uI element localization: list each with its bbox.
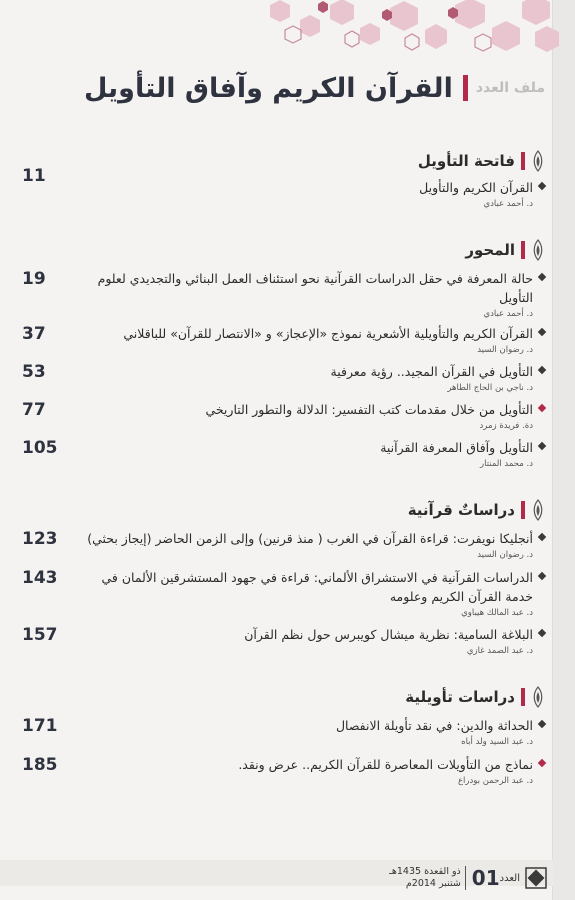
page-title: القرآن الكريم وآفاق التأويل <box>83 72 453 104</box>
toc-entry[interactable] <box>22 716 547 749</box>
section-header <box>20 237 547 263</box>
toc-entry[interactable] <box>22 568 547 620</box>
bullet-icon <box>538 720 546 728</box>
issue-label: العدد <box>499 872 520 884</box>
gregorian-date: شتنبر 2014م <box>405 878 461 889</box>
entry-author: د. رضوان السيد <box>477 550 533 560</box>
entry-author: دة. فريدة زمرد <box>479 421 533 431</box>
toc-entry[interactable] <box>22 755 547 788</box>
toc-section <box>20 497 547 658</box>
toc-entry[interactable] <box>22 400 547 433</box>
entry-page-number: 19 <box>22 269 46 289</box>
entry-page-number: 53 <box>22 362 46 382</box>
journal-logo-icon <box>525 867 547 889</box>
issue-file-label: ملف العدد <box>475 80 545 96</box>
entry-author: د. أحمد عبادي <box>483 199 533 209</box>
section-header <box>20 148 547 174</box>
issue-number: 01 <box>471 866 500 890</box>
section-ornament-icon <box>529 686 547 708</box>
title-accent-bar <box>463 75 468 101</box>
bullet-icon <box>538 273 546 281</box>
page-header <box>40 68 545 108</box>
bullet-icon <box>538 572 546 580</box>
page-footer <box>0 852 553 900</box>
toc-section <box>20 148 547 211</box>
section-ornament-icon <box>529 499 547 521</box>
section-accent-bar <box>521 688 525 706</box>
hexagon-pattern-decoration <box>260 0 560 60</box>
entry-page-number: 171 <box>22 716 58 736</box>
entry-title: التأويل من خلال مقدمات كتب التفسير: الدلالة والتطور التاريخي <box>205 402 533 417</box>
bullet-icon <box>538 442 546 450</box>
toc-section <box>20 237 547 471</box>
section-ornament-icon <box>529 150 547 172</box>
entry-author: د. محمد المنتار <box>480 459 533 469</box>
bullet-icon <box>538 404 546 412</box>
entry-page-number: 77 <box>22 400 46 420</box>
entry-title: حالة المعرفة في حقل الدراسات القرآنية نحو استئناف العمل البنائي والتجديدي لعلوم التأويل <box>97 271 533 305</box>
entry-title: نماذج من التأويلات المعاصرة للقرآن الكريم.. عرض ونقد. <box>238 757 533 772</box>
section-accent-bar <box>521 152 525 170</box>
section-header <box>20 497 547 523</box>
entry-author: د. عبد السيد ولد أباه <box>461 737 533 747</box>
section-title: دراساتٌ قرآنية <box>407 501 515 519</box>
bullet-icon <box>538 629 546 637</box>
toc-entry[interactable] <box>22 529 547 562</box>
toc-entry[interactable] <box>22 625 547 658</box>
bullet-icon <box>538 533 546 541</box>
entry-author: د. عبد الصمد غازي <box>466 646 533 656</box>
toc-entry[interactable] <box>22 324 547 357</box>
section-header <box>20 684 547 710</box>
toc-entry[interactable] <box>20 166 547 211</box>
entry-title: الدراسات القرآنية في الاستشراق الألماني: قراءة في جهود المستشرقين الألمان في خدمة القرآن الكريم وعلومه <box>101 570 533 604</box>
toc-entry[interactable] <box>22 438 547 471</box>
entry-page-number: 123 <box>22 529 58 549</box>
entry-author: د. رضوان السيد <box>477 345 533 355</box>
section-accent-bar <box>521 501 525 519</box>
issue-dates <box>389 866 466 890</box>
section-accent-bar <box>521 241 525 259</box>
entry-page-number: 37 <box>22 324 46 344</box>
entry-title: التأويل في القرآن المجيد.. رؤية معرفية <box>330 364 533 379</box>
entry-author: د. أحمد عبادي <box>483 309 533 319</box>
entry-author: د. عبد المالك هيباوي <box>461 608 533 618</box>
entry-author: د. ناجي بن الحاج الطاهر <box>447 383 533 393</box>
section-ornament-icon <box>529 239 547 261</box>
toc-section <box>20 684 547 788</box>
page-edge <box>552 0 575 900</box>
entry-page-number: 11 <box>22 166 46 186</box>
entry-page-number: 143 <box>22 568 58 588</box>
bullet-icon <box>538 182 546 190</box>
section-title: فاتحة التأويل <box>417 152 515 170</box>
issue-info <box>389 866 547 890</box>
bullet-icon <box>538 759 546 767</box>
entry-title: أنجليكا نويفرت: قراءة القرآن في الغرب ( منذ قرنين) وإلى الزمن الحاضر (إيجاز بحثي) <box>87 531 533 546</box>
entry-author: د. عبد الرحمن بودراع <box>457 776 533 786</box>
entry-page-number: 105 <box>22 438 58 458</box>
entry-title: البلاغة السامية: نظرية ميشال كويبرس حول نظم القرآن <box>244 627 533 642</box>
toc-entry[interactable] <box>22 269 547 321</box>
toc-entry[interactable] <box>22 362 547 395</box>
entry-title: الحداثة والدين: في نقد تأويلة الانفصال <box>335 718 533 733</box>
entry-title: التأويل وآفاق المعرفة القرآنية <box>380 440 533 455</box>
table-of-contents <box>20 140 547 788</box>
hijri-date: ذو القعدة 1435هـ <box>389 866 461 877</box>
entry-title: القرآن الكريم والتأويلية الأشعرية نموذج «الإعجاز» و «الانتصار للقرآن» للباقلاني <box>123 326 533 341</box>
entry-page-number: 157 <box>22 625 58 645</box>
bullet-icon <box>538 366 546 374</box>
section-title: دراسات تأويلية <box>405 688 515 706</box>
entry-page-number: 185 <box>22 755 58 775</box>
entry-title: القرآن الكريم والتأويل <box>419 180 533 195</box>
bullet-icon <box>538 328 546 336</box>
section-title: المحور <box>465 241 515 259</box>
